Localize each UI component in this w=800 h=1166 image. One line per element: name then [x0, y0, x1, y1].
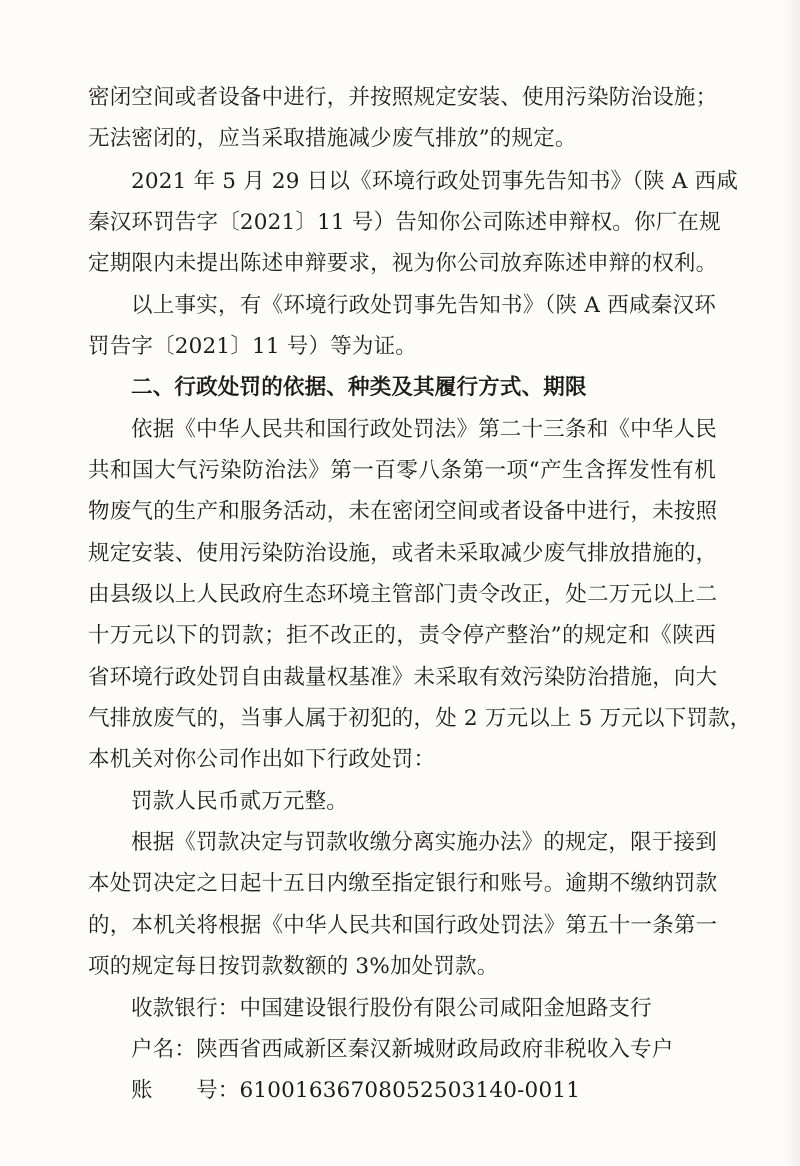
payment-bank: [131, 995, 716, 1023]
body-line: 秦汉环罚告字〔2021〕11 号）告知你公司陈述申辩权。你厂在规: [88, 210, 721, 235]
payment-account-label: 账 号：: [131, 1078, 240, 1103]
body-line: 规定安装、使用污染防治设施，或者未采取减少废气排放措施的，: [88, 541, 718, 566]
body-line: 的，本机关将根据《中华人民共和国行政处罚法》第五十一条第一: [88, 913, 718, 938]
body-line: 2021 年 5 月 29 日以《环境行政处罚事先告知书》（陕 A 西咸: [131, 169, 739, 194]
body-line: 依据《中华人民共和国行政处罚法》第二十三条和《中华人民: [131, 417, 717, 442]
body-line: 由县级以上人民政府生态环境主管部门责令改正，处二万元以上二: [88, 582, 718, 607]
body-line: 根据《罚款决定与罚款收缴分离实施办法》的规定，限于接到: [131, 830, 717, 855]
payment-bank-label: 收款银行：: [131, 996, 240, 1021]
body-line: 密闭空间或者设备中进行，并按照规定安装、使用污染防治设施；: [88, 85, 718, 110]
body-line: 本机关对你公司作出如下行政处罚：: [88, 747, 436, 772]
payment-bank-value: 中国建设银行股份有限公司咸阳金旭路支行: [239, 996, 652, 1021]
body-line: 省环境行政处罚自由裁量权基准》未采取有效污染防治措施，向大: [88, 665, 718, 690]
body-line: 以上事实，有《环境行政处罚事先告知书》（陕 A 西咸秦汉环: [131, 293, 716, 318]
body-line: 定期限内未提出陈述申辩要求，视为你公司放弃陈述申辩的权利。: [88, 251, 718, 276]
payment-account-value: 61001636708052503140-0011: [239, 1078, 581, 1103]
body-line: 共和国大气污染防治法》第一百零八条第一项“产生含挥发性有机: [88, 458, 716, 483]
section-heading: 二、行政处罚的依据、种类及其履行方式、期限: [131, 375, 587, 400]
page-edge-shadow: [782, 0, 800, 1166]
penalty-amount: 罚款人民币贰万元整。: [131, 789, 349, 814]
body-line: 本处罚决定之日起十五日内缴至指定银行和账号。逾期不缴纳罚款: [88, 871, 718, 896]
payment-name-value: 陕西省西咸新区秦汉新城财政局政府非税收入专户: [196, 1037, 674, 1062]
body-line: 气排放废气的，当事人属于初犯的，处 2 万元以上 5 万元以下罚款，: [88, 706, 752, 731]
body-line: 无法密闭的，应当采取措施减少废气排放”的规定。: [88, 126, 577, 151]
payment-account-number: [131, 1077, 716, 1105]
body-line: 项的规定每日按罚款数额的 3%加处罚款。: [88, 954, 499, 979]
body-line: 罚告字〔2021〕11 号）等为证。: [88, 334, 418, 359]
payment-account-name: [131, 1036, 716, 1064]
payment-name-label: 户名：: [131, 1037, 197, 1062]
body-line: 十万元以下的罚款；拒不改正的，责令停产整治”的规定和《陕西: [88, 623, 716, 648]
body-line: 物废气的生产和服务活动，未在密闭空间或者设备中进行，未按照: [88, 499, 718, 524]
